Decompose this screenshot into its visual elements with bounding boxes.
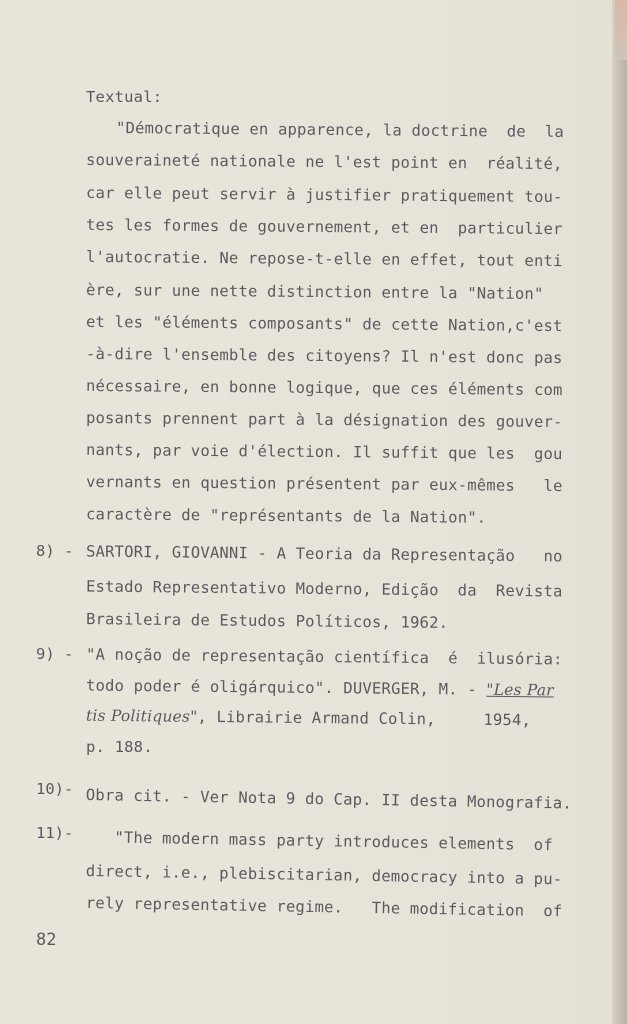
footnote-line: SARTORI, GIOVANNI - A Teoria da Representação no <box>85 542 563 566</box>
quote-line: vernants en question présentent par eux-mêmes le <box>85 472 563 496</box>
footnote-text: todo poder é oligárquico". DUVERGER, M. - <box>85 676 487 699</box>
footnote-marker: 8) - <box>36 542 74 560</box>
quote-line: "Démocratique en apparence, la doctrine de la <box>115 119 565 141</box>
quote-line: ère, sur une nette distinction entre la "Nation" <box>85 281 544 303</box>
quote-line: souveraineté nationale ne l'est point en réalité, <box>85 150 563 174</box>
page-edge <box>612 0 627 1024</box>
page-number: 82 <box>36 930 57 950</box>
quote-line: posants prennent part à la désignation des gouver- <box>85 408 563 432</box>
footnote-line: p. 188. <box>86 738 153 756</box>
quote-line: car elle peut servir à justifier pratiquement tou- <box>85 183 563 207</box>
page-edge-top <box>615 0 627 60</box>
footnote-line <box>86 677 554 700</box>
section-heading: Textual: <box>86 88 163 106</box>
quote-line: -à-dire l'ensemble des citoyens? Il n'est donc pas <box>85 344 563 368</box>
book-title-italic: tis Politiques" <box>85 706 198 726</box>
quote-line: caractère de "représentants de la Nation". <box>85 505 487 527</box>
footnote-line <box>86 707 531 730</box>
quote-line: tes les formes de gouvernement, et en particulier <box>85 215 563 239</box>
footnote-line: direct, i.e., plebiscitarian, democracy into a pu- <box>85 862 563 889</box>
quote-line: et les "éléments composants" de cette Nation,c'est <box>85 312 563 336</box>
footnote-line: "The modern mass party introduces elements of <box>85 828 553 855</box>
footnote-marker: 9) - <box>36 645 74 663</box>
quote-line: l'autocratie. Ne repose-t-elle en effet, tout enti <box>85 247 563 271</box>
footnote-marker: 11)- <box>36 824 74 842</box>
footnote-line: rely representative regime. The modification of <box>85 894 563 921</box>
quote-line: nants, par voie d'élection. Il suffit que les gou <box>85 440 563 464</box>
publisher-text: , Librairie Armand Colin, 1954, <box>197 707 532 730</box>
quote-line: nécessaire, en bonne logique, que ces éléments com <box>85 376 563 400</box>
footnote-line: "A noção de representação científica é ilusória: <box>85 645 563 669</box>
footnote-marker: 10)- <box>36 780 74 798</box>
book-title-italic: "Les Par <box>486 680 554 700</box>
footnote-line: Brasileira de Estudos Políticos, 1962. <box>85 610 449 632</box>
footnote-line: Estado Representativo Moderno, Edição da Revista <box>85 577 563 601</box>
footnote-line: Obra cit. - Ver Nota 9 do Cap. II desta Monografia. <box>85 786 573 813</box>
